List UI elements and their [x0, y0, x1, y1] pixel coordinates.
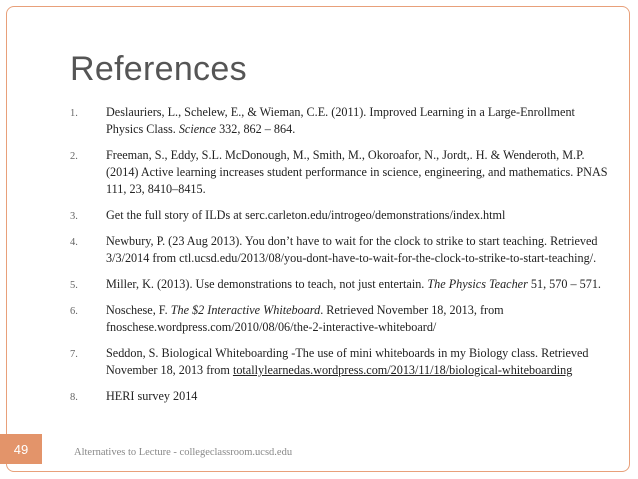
- reference-item: [70, 345, 610, 379]
- reference-text: 51, 570 – 571.: [527, 277, 601, 291]
- reference-text: Get the full story of ILDs at serc.carleton.edu/introgeo/demonstrations/index.html: [106, 208, 506, 222]
- reference-text: Noschese, F.: [106, 303, 171, 317]
- reference-item: [70, 104, 610, 138]
- slide-footer: Alternatives to Lecture - collegeclassroom.ucsd.edu: [74, 447, 293, 458]
- reference-number: 7.: [70, 349, 78, 360]
- reference-number: 4.: [70, 237, 78, 248]
- reference-item: [70, 276, 610, 293]
- reference-number: 3.: [70, 211, 78, 222]
- reference-item: [70, 147, 610, 198]
- reference-item: [70, 207, 610, 224]
- reference-item: [70, 233, 610, 267]
- reference-text: . Retrieved November 18, 2013, from fnoschese.wordpress.com/2010/08/06/the-2-interactive-whiteboard/: [106, 303, 504, 334]
- reference-number: 5.: [70, 280, 78, 291]
- reference-text: 332, 862 – 864.: [216, 122, 296, 136]
- reference-text: Newbury, P. (23 Aug 2013). You don’t have to wait for the clock to strike to start teaching. Retrieved 3/3/2014 from ctl.ucsd.edu/2013/08/you-dont-have-to-wait-for-the-clock-to-strike-to-start-teaching/.: [106, 234, 598, 265]
- reference-number: 1.: [70, 108, 78, 119]
- reference-text: Freeman, S., Eddy, S.L. McDonough, M., Smith, M., Okoroafor, N., Jordt,. H. & Wenderoth, M.P. (2014) Active learning increases student performance in science, engineering, and mathematics. PNAS 111, 23, 8410–8415.: [106, 148, 608, 196]
- reference-item: [70, 302, 610, 336]
- reference-item: [70, 388, 610, 405]
- reference-link[interactable]: totallylearnedas.wordpress.com/2013/11/18/biological-whiteboarding: [232, 363, 573, 377]
- slide-title: References: [70, 50, 247, 88]
- reference-text: Seddon, S. Biological Whiteboarding -The use of mini whiteboards in my Biology class. Retrieved November 18, 2013 from: [106, 346, 589, 377]
- reference-italic-text: Science: [178, 122, 217, 136]
- reference-text: HERI survey 2014: [106, 389, 198, 403]
- reference-number: 2.: [70, 151, 78, 162]
- reference-italic-text: The $2 Interactive Whiteboard: [170, 303, 321, 317]
- references-list: [70, 104, 610, 414]
- reference-text: Deslauriers, L., Schelew, E., & Wieman, C.E. (2011). Improved Learning in a Large-Enrollment Physics Class.: [106, 105, 575, 136]
- reference-number: 8.: [70, 392, 78, 403]
- reference-number: 6.: [70, 306, 78, 317]
- page-number: 49: [0, 434, 42, 464]
- reference-text: Miller, K. (2013). Use demonstrations to teach, not just entertain.: [106, 277, 428, 291]
- reference-italic-text: The Physics Teacher: [427, 277, 528, 291]
